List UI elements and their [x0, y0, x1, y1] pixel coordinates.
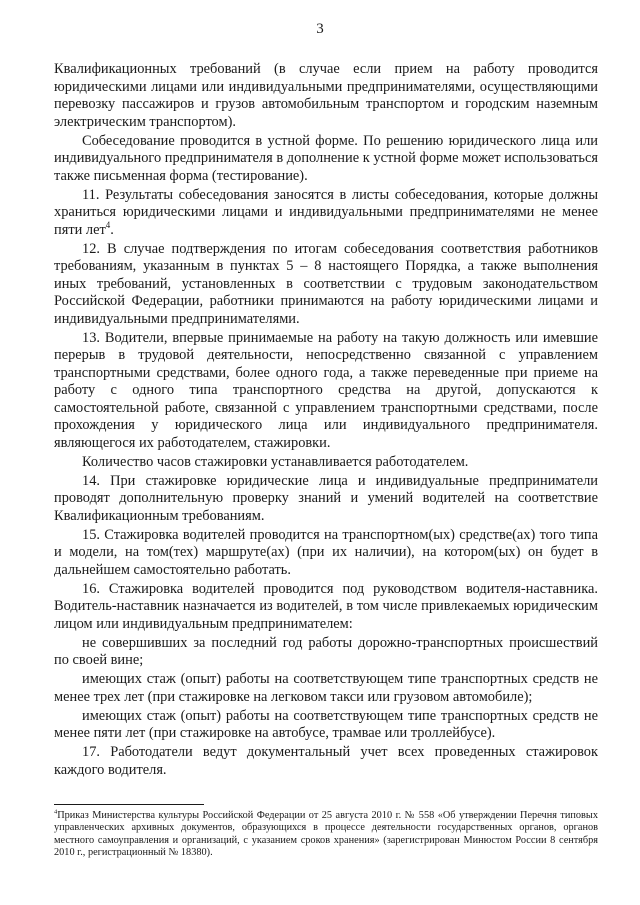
list-item-three-years: имеющих стаж (опыт) работы на соответствующем типе транспортных средств не менее трех лет (при стажировке на легковом такси или грузовом автомобиле);	[54, 671, 598, 705]
paragraph-item-12: 12. В случае подтверждения по итогам собеседования соответствия работников требованиям, указанным в пунктах 5 – 8 настоящего Порядка, а также выполнения иных требований, установленных в соответствии с трудовым законодательством Российской Федерации, работники принимаются на работу юридическими лицами и индивидуальными предпринимателями.	[54, 240, 598, 327]
paragraph-item-11-text: 11. Результаты собеседования заносятся в листы собеседования, которые должны храниться юридическими лицами и индивидуальными предпринимателями не менее пяти лет	[54, 186, 598, 238]
paragraph-item-11	[54, 187, 598, 240]
paragraph-qualification-continuation: Квалификационных требований (в случае если прием на работу проводится юридическими лицами или индивидуальными предпринимателями, осуществляющими перевозку пассажиров и грузов автомобильным транспортом и городским наземным электрическим транспортом).	[54, 61, 598, 130]
paragraph-internship-hours: Количество часов стажировки устанавливается работодателем.	[82, 453, 469, 470]
footnote-divider	[54, 804, 204, 805]
list-item-no-accidents: не совершивших за последний год работы дорожно-транспортных происшествий по своей вине;	[54, 634, 598, 668]
paragraph-item-11-end: .	[110, 221, 114, 238]
footnote-paragraph	[54, 810, 598, 860]
paragraph-interview-form: Собеседование проводится в устной форме. По решению юридического лица или индивидуального предпринимателя в дополнение к устной форме может использоваться также письменная форма (тестирование).	[54, 132, 598, 184]
paragraph-item-15: 15. Стажировка водителей проводится на транспортном(ых) средстве(ах) того типа и модели, на том(тех) маршруте(ах) (при их наличии), на котором(ых) он будет в дальнейшем самостоятельно работать.	[54, 526, 598, 578]
document-body	[54, 61, 598, 781]
paragraph-item-14: 14. При стажировке юридические лица и индивидуальные предприниматели проводят дополнительную проверку знаний и умений водителей на соответствие Квалификационным требованиям.	[54, 472, 598, 524]
paragraph-item-16: 16. Стажировка водителей проводится под руководством водителя-наставника. Водитель-наставник назначается из водителей, в том числе привлекаемых юридическим лицом или индивидуальным предпринимателем:	[54, 580, 598, 632]
footnote-reference: 4	[105, 219, 111, 230]
footnote-marker: 4	[54, 808, 58, 816]
footnote	[54, 810, 598, 860]
list-item-five-years: имеющих стаж (опыт) работы на соответствующем типе транспортных средств не менее пяти лет (при стажировке на автобусе, трамвае или троллейбусе).	[54, 707, 598, 741]
footnote-text: Приказ Министерства культуры Российской Федерации от 25 августа 2010 г. № 558 «Об утверждении Перечня типовых управленческих архивных документов, образующихся в процессе деятельности государственных органов, органов местного самоуправления и организаций, с указанием сроков хранения» (зарегистрирован Минюстом России 8 сентября 2010 г., регистрационный № 18380).	[54, 810, 598, 859]
paragraph-item-13: 13. Водители, впервые принимаемые на работу на такую должность или имевшие перерыв в трудовой деятельности, непосредственно связанной с управлением транспортными средствами, более одного года, а также переведенные при приеме на работу с одного типа транспортного средства на другой, допускаются к самостоятельной работе, связанной с управлением транспортными средствами, после прохождения у юридического лица или индивидуального предпринимателя. являющегося их работодателем, стажировки.	[54, 329, 598, 451]
paragraph-item-17: 17. Работодатели ведут документальный учет всех проведенных стажировок каждого водителя.	[54, 744, 598, 778]
page-number: 3	[316, 21, 324, 37]
